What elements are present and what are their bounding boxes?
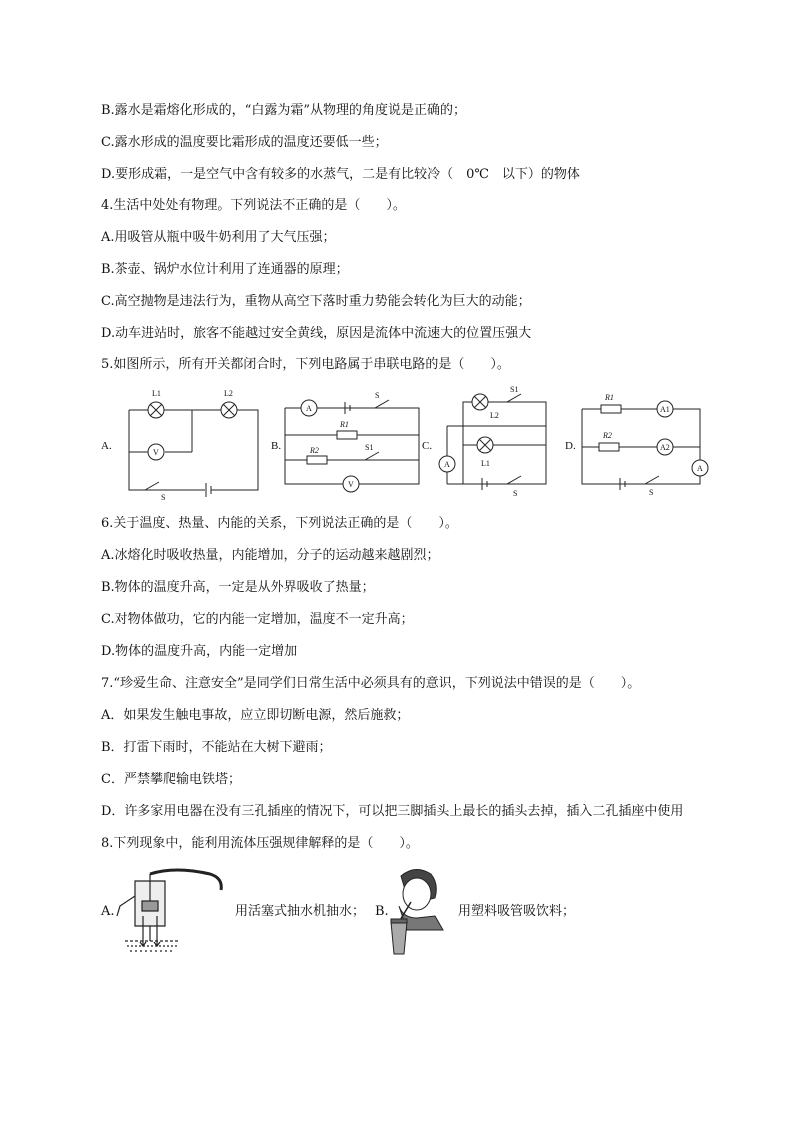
label-a-d: A <box>697 464 703 473</box>
q8-option-b-label: B. <box>375 904 389 919</box>
q5-circuits-svg <box>95 382 715 502</box>
q7-option-d: D．许多家用电器在没有三孔插座的情况下，可以把三脚插头上最长的插头去掉，插入二孔插座中使用 <box>101 804 684 819</box>
circuit-a-label: A. <box>101 440 112 452</box>
piston-pump-icon <box>115 866 230 956</box>
q8-option-a-label: A. <box>101 904 115 919</box>
q8-option-a-text: 用活塞式抽水机抽水； <box>235 904 366 919</box>
label-s-d: S <box>649 488 654 497</box>
q4-stem: 4.生活中处处有物理。下列说法不正确的是（ ）。 <box>101 198 406 213</box>
q6-stem: 6.关于温度、热量、内能的关系，下列说法正确的是（ ）。 <box>101 516 458 531</box>
switch-c-s-icon <box>507 476 521 484</box>
label-l2: L2 <box>224 389 233 398</box>
label-s1-c: S1 <box>510 385 519 394</box>
label-r1-d: R1 <box>605 393 614 402</box>
q6-option-b: B.物体的温度升高，一定是从外界吸收了热量； <box>101 580 375 595</box>
resistor-b-r1-icon <box>337 431 357 439</box>
q7-option-b: B．打雷下雨时，不能站在大树下避雨； <box>101 740 332 755</box>
q8-option-b-text: 用塑料吸管吸饮料； <box>458 904 576 919</box>
label-s-c: S <box>513 489 518 498</box>
label-l2-c: L2 <box>490 411 499 420</box>
label-r1-b: R1 <box>340 420 349 429</box>
label-a-c: A <box>444 460 450 469</box>
label-a1-d: A1 <box>660 405 670 414</box>
switch-d-s-icon <box>645 476 659 484</box>
switch-c-s1-icon <box>507 394 521 402</box>
circuit-c-label: C. <box>422 440 433 452</box>
q3-option-d: D.要形成霜，一是空气中含有较多的水蒸气，二是有比较冷（ 0℃ 以下）的物体 <box>101 167 580 182</box>
switch-a-icon <box>145 482 159 490</box>
switch-b-s1-icon <box>365 452 379 460</box>
label-s-a: S <box>161 493 166 502</box>
q3-option-c: C.露水形成的温度要比霜形成的温度还要低一些； <box>101 135 388 150</box>
label-l1: L1 <box>152 389 161 398</box>
label-r2-b: R2 <box>310 446 319 455</box>
switch-b-s-icon <box>375 400 389 408</box>
q4-option-d: D.动车进站时，旅客不能越过安全黄线，原因是流体中流速大的位置压强大 <box>101 326 532 341</box>
label-s1-b: S1 <box>365 443 374 452</box>
q6-option-d: D.物体的温度升高，内能一定增加 <box>101 644 298 659</box>
q5-stem: 5.如图所示，所有开关都闭合时，下列电路属于串联电路的是（ ）。 <box>101 357 510 372</box>
q7-stem: 7.“珍爱生命、注意安全”是同学们日常生活中必须具有的意识，下列说法中错误的是（ ）。 <box>101 676 641 691</box>
resistor-b-r2-icon <box>307 456 327 464</box>
label-s-b: S <box>375 391 380 400</box>
circuit-d-label: D. <box>565 440 576 452</box>
q8-stem: 8.下列现象中，能利用流体压强规律解释的是（ ）。 <box>101 836 419 851</box>
q4-option-b: B.茶壶、锅炉水位计利用了连通器的原理； <box>101 262 349 277</box>
resistor-d-r1-icon <box>601 405 621 413</box>
q7-option-c: C．严禁攀爬输电铁塔； <box>101 772 241 787</box>
q6-option-c: C.对物体做功，它的内能一定增加，温度不一定升高； <box>101 612 414 627</box>
resistor-d-r2-icon <box>599 443 619 451</box>
circuit-b-wire <box>285 408 419 484</box>
label-v-a: V <box>153 448 159 457</box>
pump-illustration <box>115 866 230 956</box>
q4-option-c: C.高空抛物是违法行为，重物从高空下落时重力势能会转化为巨大的动能； <box>101 294 531 309</box>
q7-option-a: A．如果发生触电事故，应立即切断电源，然后施救； <box>101 708 410 723</box>
straw-illustration <box>387 866 447 958</box>
q5-circuit-figure <box>95 382 715 502</box>
q6-option-a: A.冰熔化时吸收热量，内能增加，分子的运动越来越剧烈； <box>101 548 440 563</box>
label-l1-c: L1 <box>481 459 490 468</box>
q3-option-b: B.露水是霜熔化形成的，“白露为霜”从物理的角度说是正确的； <box>101 103 466 118</box>
boy-drinking-straw-icon <box>387 866 447 958</box>
label-a-b: A <box>306 404 312 413</box>
label-r2-d: R2 <box>603 431 612 440</box>
label-a2-d: A2 <box>660 443 670 452</box>
q4-option-a: A.用吸管从瓶中吸牛奶利用了大气压强； <box>101 230 336 245</box>
label-v-b: V <box>348 480 354 489</box>
circuit-c-wire <box>463 426 546 484</box>
circuit-b-label: B. <box>271 440 282 452</box>
